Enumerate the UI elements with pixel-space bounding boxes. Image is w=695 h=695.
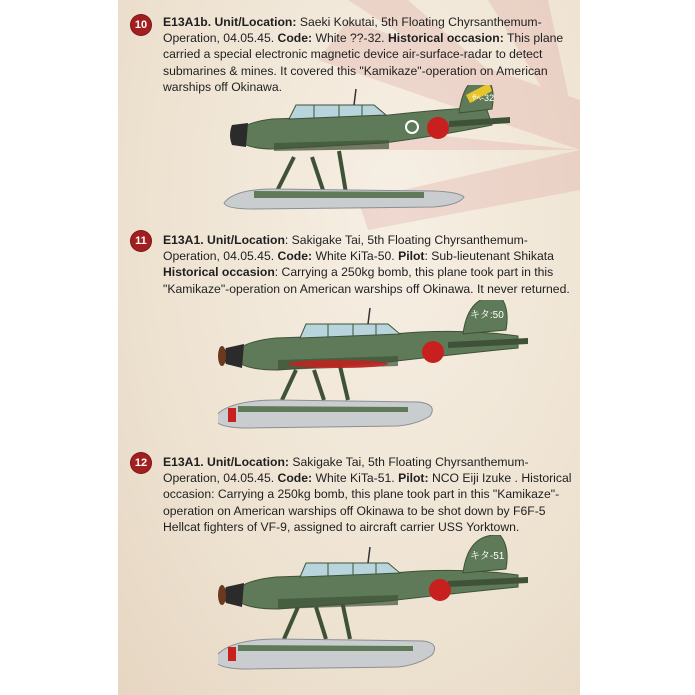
code-label: Code: — [277, 31, 313, 46]
pilot-label: Pilot: — [398, 471, 429, 486]
pilot-label: Pilot — [398, 249, 425, 264]
hinomaru-roundel — [429, 579, 451, 601]
profile-number-badge: 11 — [131, 231, 151, 251]
code-label: Code: — [277, 249, 313, 264]
unit-value: Saeki Kokutai, 5th Floating Chyrsanthemum-Operation, 04.05.45. — [163, 15, 542, 46]
aircraft-model: E13A1. — [163, 455, 204, 469]
pilot-value: NCO Eiji Izuke . — [431, 471, 518, 486]
hinomaru-roundel — [422, 341, 444, 363]
code-value: White KiTa-50. — [315, 249, 395, 264]
code-value: White ??-32. — [315, 31, 385, 46]
aircraft-profile-11 — [218, 300, 528, 440]
historical-label: Historical occasion — [163, 265, 275, 280]
code-value: White KiTa-51. — [315, 471, 395, 486]
historical-value: : Carrying a 250kg bomb, this plane took part in this "Kamikaze"-operation on American warships off Okinawa. It never returned. — [163, 265, 570, 296]
aircraft-model: E13A1. — [163, 233, 204, 247]
historical-label: Historical occasion: — [387, 31, 504, 46]
unit-label: Unit/Location: — [207, 455, 289, 469]
aircraft-model: E13A1b. — [163, 15, 212, 29]
hinomaru-roundel — [427, 117, 449, 139]
unit-label: Unit/Location: — [214, 15, 297, 29]
profile-number-badge: 10 — [131, 15, 151, 35]
pilot-value: : Sub-lieutenant Shikata — [424, 249, 554, 264]
profile-number-badge: 12 — [131, 453, 151, 473]
historical-text: Historical occasion: Carrying a 250kg bomb, this plane took part in this "Kamikaze"-operation on American warships off Okinawa to be shot down by F6F-5 Hellcat fighters of VF-9, assigned to aircraft carrier USS Yorktown. — [163, 471, 572, 534]
aircraft-profile-10 — [214, 85, 514, 225]
entry-description — [163, 454, 578, 535]
unit-value: Sakigake Tai, 5th Floating Chyrsanthemum-Operation, 04.05.45. — [163, 455, 529, 486]
tail-code: キタ-51 — [470, 551, 505, 562]
tail-code: キタ:50 — [470, 310, 504, 321]
aircraft-profile-12 — [218, 535, 528, 680]
historical-value: This plane carried a special electronic magnetic device air-surface-radar to detect submarines & mines. It covered this "Kamikaze"-operation on American warships off Okinawa. — [163, 31, 564, 94]
tail-code: ｻﾍ-32 — [472, 93, 495, 103]
profile-sheet — [118, 0, 580, 695]
unit-label: Unit/Location — [207, 233, 285, 247]
entry-description — [163, 14, 578, 95]
unit-value: : Sakigake Tai, 5th Floating Chyrsanthemum-Operation, 04.05.45. — [163, 233, 528, 264]
entry-description — [163, 232, 578, 297]
code-label: Code: — [277, 471, 313, 486]
